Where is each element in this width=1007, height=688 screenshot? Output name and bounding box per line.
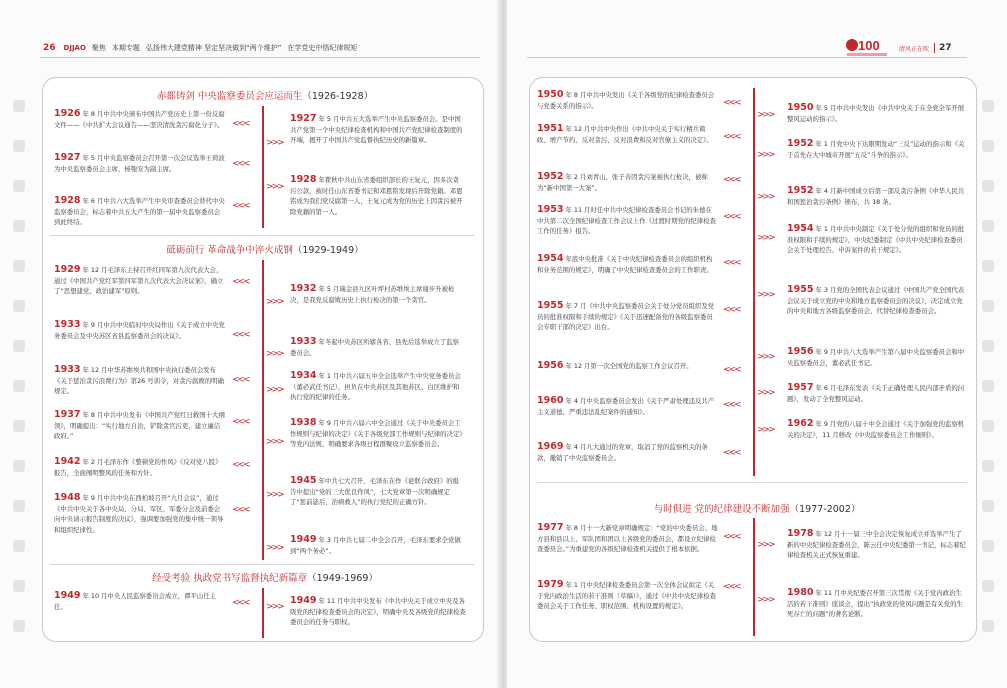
event-1950-b: 1950 年 5 月中共中央发出《中共中央关于在全党全军开展整风运动的指示》。 [787,102,965,123]
event-1938: 1938 年 9 月中共六届六中全会通过《关于中央委员会工作规则与纪律的决定》《关于各级党部工作规则与纪律的决定》等党内法规，明确要求各级日程群聚设立监察委员会。 [290,417,463,448]
section-title-1: 赤都铸剑 中央监察委员会应运而生（1926-1928） [156,91,374,102]
event-1957: 1957 年 6 月毛泽东发表《关于正确处理人民内部矛盾的问题》，发动了全党整风运动。 [787,382,965,403]
event-1933-b: 1933 年 12 月中华苏维埃共和国中央执行委员会发布《关于惩治贪污浪费行为》第26 号训令，对贪污腐败的明确规定。 [54,364,224,395]
binder-holes [13,100,27,640]
left-page: 26 DJJAO 聚焦 本期专题 弘扬伟大建党精神 坚定坚决做到“两个维护” 在学党史中悟纪律规矩 赤都铸剑 中央监察委员会应运而生（1926-1928） <<< >>> <<< >>> <<< 1926 年 8 月中共中央颁布中国共产党历史上第一份反腐文件——《中共扩大会议通告——坚决清洗贪污腐化分子》。 1927 年 5 月中央监察委员会召开第一次会议选举王荷波为中央监察委员会主席、杨匏安为副主席。 1928 年 6 月中共六大选举产生中央审查委员会替代中央监察委员会，标志着中共五大产生的第一届中央监察委员会到此终结。 1927 年 5 月中共五大选举产生中央监察委员会。是中国共产党第一个中央纪律检查机构和中国共产党纪律检查制度的开端，揭开了中国共产党监督执纪历史的新篇章。 1928 年瞿秋中共山东省委组织部长的王复元，因多次贪污公款，被时任山东省委书记和邓恩铭发现后开除党籍。邓恩铭成为我们党反腐第一人，王复元成为党的历史上因贪污被开除党籍的第一人。 砥砺前行 革命战争中淬火成钢（1929-1949） <<< >>> <<< >>> <<< >>> <<< >>> <<< >>> <<< >>> 1929 年 12 月毛泽东主持召开红四军第九次代表大会，通过《中国共产党红军第四军第九次代表大会决议案》，确立了“思想建党、政治建军”原则。 1933 年 9 月中共中央临时中央局作出《关于成立中央党务委员会及中央苏区省县监察委员会的决议》。 1933 年 12 月中华苏维埃共和国中央执行委员会发布《关于惩治贪污浪费行为》第26 号训令，对贪污腐败的明确规定。 1937 年 8 月中共中央发布《中国共产党红日救国十大纲领》，明确提出：“实行地方自治，铲除贪官污吏，建立廉洁政府。” 1942 年 2 月毛泽东作《整顿党的作风》《反对党八股》报告，全面阐明整风的任务和方针。 1948 年 9 月中共中央在西柏坡召开“九月会议”，通过《中共中央关于各中央局、分局、军区、军委分会及前委会向中央请示报告制度的决议》，强调要加强党的集中统一领导和组织纪律性。 1932 年 5 月瑞金县九区叶坪村苏维埃主席谢步升被枪决，是我党反腐败历史上执行枪决的第一个贪官。 1933 年冬起中央苏区所辖各省、县先后选举成立了监察委员会。 1934 年 1 月中共六届五中全会选举产生中央党务委员会（董必武任书记），担负在中央苏区及其他苏区、白区维护和执行党的纪律的任务。 1938 年 9 月中共六届六中全会通过《关于中央委员会工作规则与纪律的决定》《关于各级党部工作规则与纪律的决定》等党内法规，明确要求各级日程群聚设立监察委员会。 1945 年中共七大召开，毛泽东在作《论联合政府》的报告中提出“党的三大优良作风”，七大党章第一次明确规定了“惩前毖后、治病救人”的执行党纪的正确方针。 1949 年 3 月中共七届二中全会召开，毛泽东要求全党做到“两个务必”。 经受考验 执政党书写监督执纪新篇章（1949-1969） <<< >>> 1949 年 10 月中央人民监察委员会成立，谭平山任主任。 1949 年 11 月中共中央发布《中共中央关于成立中央及各级党的纪律检查委员会的决定》，明确中央及各级党的纪律检查委员会的任务与职权。 [0,0,500,688]
event-1979: 1979 年 1 月中央纪律检查委员会第一次全体会议拟定《关于党内政治生活的若干准则（草稿）》，通过《中共中央纪律检查委员会关于工作任务、职权范围、机构设置的规定》。 [537,579,716,610]
event-1952-c: 1952 年 4 月新中国成立后第一部反贪污条例《中华人民共和国惩治贪污条例》颁布，共 18 条。 [787,185,965,206]
event-1928-b: 1928 年瞿秋中共山东省委组织部长的王复元，因多次贪污公款，被时任山东省委书记和邓恩铭发现后开除党籍。邓恩铭成为我们党反腐第一人，王复元成为党的历史上因贪污被开除党籍的第一人。 [290,174,463,216]
right-page-number: 27 [939,43,952,53]
timeline-line-5 [753,518,755,636]
event-1960: 1960 年 4 月中央监察委员会发出《关于严肃处理违反共产主义道德、严重违法乱纪案件的通知》。 [537,395,715,416]
event-1954-a: 1954 年底中央批准《关于中央纪律检查委员会的组织机构和业务范围的规定》，明确了中央纪律检查委员会的工作职责。 [537,253,713,274]
event-1962: 1962 年 9 月党的八届十中全会通过《关于加强党的监察机关的决定》，11 月修改《中央监察委员会工作细则》。 [787,418,965,439]
centenary-logo [845,34,889,58]
event-1978: 1978 年 12 月十一届三中全会决定恢复成立并选举产生了新的中央纪律检查委员会，陈云任中央纪委第一书记，标志着纪律检查机关正式恢复重建。 [787,528,966,559]
event-1932: 1932 年 5 月瑞金县九区叶坪村苏维埃主席谢步升被枪决，是我党反腐败历史上执行枪决的第一个贪官。 [290,283,455,304]
brand-mark: DJJAO [63,44,86,52]
event-1927-b: 1927 年 5 月中共五大选举产生中央监察委员会。是中国共产党第一个中央纪律检查机构和中国共产党纪律检查制度的开端，揭开了中国共产党监督执纪历史的新篇章。 [290,113,463,144]
column-label: 聚焦 [91,44,106,52]
timeline-line-4 [753,88,755,476]
header-rule [40,57,480,58]
timeline-line-3 [262,588,264,638]
event-1933-c: 1933 年冬起中央苏区所辖各省、县先后选举成立了监察委员会。 [290,336,460,357]
event-1949-a: 1949 年 3 月中共七届二中全会召开，毛泽东要求全党做到“两个务必”。 [290,534,461,555]
event-1949-b: 1949 年 10 月中央人民监察委员会成立，谭平山任主任。 [54,590,217,611]
timeline-line-2 [262,260,264,560]
svg-text:100: 100 [858,38,880,53]
event-1927-a: 1927 年 5 月中央监察委员会召开第一次会议选举王荷波为中央监察委员会主席、杨匏安为副主席。 [54,152,225,173]
right-tagline: 清风正在吹 [899,45,930,53]
left-header [43,40,357,56]
right-page: 清风正在吹 27 100 <<< >>> <<< >>> <<< >>> <<< >>> <<< >>> <<< >>> <<< >>> <<< >>> <<< 1950 年 8 月中共中央发出《关于各级党的纪律检查委员会与党委关系的指示》。 1951 年 12 月中共中央作出《中共中央关于实行精兵简政、增产节约、反对贪污、反对浪费和反对官僚主义的决定》。 1952 年 2 月刘青山、张子善因贪污案被执行枪决，被称为“新中国第一大案”。 1953 年 11 月时任中共中央纪律检查委员会书记的朱德在中共第二次全国纪律检查工作会议上作《过渡时期党的纪律检查工作的任务》报告。 1954 年底中央批准《关于中央纪律检查委员会的组织机构和业务范围的规定》，明确了中央纪律检查委员会的工作职责。 1955 年 7 月《中共中央监察委员会关于处分党员组织及党员的批准权限和手续的规定》《关于迅速配备党的各级监察委员会专职干部的决定》出台。 1956 年 12 月第一次全国党的监察工作会议召开。 1960 年 4 月中央监察委员会发出《关于严肃处理违反共产主义道德、严重违法乱纪案件的通知》。 1969 年 4 月九大通过的党章，取消了党的监察机关的条款，撤销了中央监察委员会。 1950 年 5 月中共中央发出《中共中央关于在全党全军开展整风运动的指示》。 1952 年 1 月党中央下达限期发动“三反”运动的指示和《关于首先在大中城市开展“五反”斗争的指示》。 1952 年 4 月新中国成立后第一部反贪污条例《中华人民共和国惩治贪污条例》颁布，共 18 条。 1954 年 1 月中共中央制定《关于处分党的组织和党员的批准权限和手续的规定》，中央纪委制定《中共中央纪律检查委员会关于处理控告、申诉案件的若干规定》。 1955 年 3 月党的全国代表会议通过《中国共产党全国代表会议关于成立党的中央和地方监察委员会的决议》，决定成立党的中央和地方各级监察委员会，代替纪律检查委员会。 1956 年 9 月中共八大选举产生第八届中央监察委员会和中央监察委员会，董必武任书记。 1957 年 6 月毛泽东发表《关于正确处理人民内部矛盾的问题》，发动了全党整风运动。 1962 年 9 月党的八届十中全会通过《关于加强党的监察机关的决定》，11 月修改《中央监察委员会工作细则》。 与时俱进 党的纪律建设不断加强（1977-2002） <<< >>> <<< >>> 1977 年 8 月十一大新党章明确规定：“党的中央委员会、地方县和县以上、军队团和团以上各级党的委员会，都设立纪律检查委员会。”为重建党的各级纪律检查机关提供了根本依据。 1979 年 1 月中央纪律检查委员会第一次全体会议拟定《关于党内政治生活的若干准则（草稿）》，通过《中共中央纪律检查委员会关于工作任务、职权范围、机构设置的规定》。 1978 年 12 月十一届三中全会决定恢复成立并选举产生了新的中央纪律检查委员会，陈云任中央纪委第一书记，标志着纪律检查机关正式恢复重建。 1980 年 11 月中央纪委召开第三次贯彻《关于党内政治生活的若干准则》座谈会，提出“执政党的党风问题是有关党的生死存亡的问题”的著名论断。 [507,0,1007,688]
event-1942: 1942 年 2 月毛泽东作《整顿党的作风》《反对党八股》报告，全面阐明整风的任务和方针。 [54,456,222,477]
event-1955-b: 1955 年 3 月党的全国代表会议通过《中国共产党全国代表会议关于成立党的中央和地方监察委员会的决议》，决定成立党的中央和地方各级监察委员会，代替纪律检查委员会。 [787,284,965,315]
slogan-label: 弘扬伟大建党精神 坚定坚决做到“两个维护” [145,44,282,52]
header-rule-right [527,57,967,58]
topic-label: 在学党史中悟纪律规矩 [287,44,358,52]
event-1949-c: 1949 年 11 月中共中央发布《中共中央关于成立中央及各级党的纪律检查委员会的决定》，明确中央及各级党的纪律检查委员会的任务与职权。 [290,595,466,626]
event-1956-a: 1956 年 12 月第一次全国党的监察工作会议召开。 [537,360,693,371]
event-1934: 1934 年 1 月中共六届五中全会选举产生中央党务委员会（董必武任书记），担负在中央苏区及其他苏区、白区维护和执行党的纪律的任务。 [290,370,461,401]
right-header [899,40,952,56]
event-1977: 1977 年 8 月十一大新党章明确规定：“党的中央委员会、地方县和县以上、军队团和团以上各级党的委员会，都设立纪律检查委员会。”为重建党的各级纪律检查机关提供了根本依据。 [537,522,718,553]
event-1954-b: 1954 年 1 月中共中央制定《关于处分党的组织和党员的批准权限和手续的规定》，中央纪委制定《中共中央纪律检查委员会关于处理控告、申诉案件的若干规定》。 [787,223,965,254]
event-1951: 1951 年 12 月中共中央作出《中共中央关于实行精兵简政、增产节约、反对贪污、反对浪费和反对官僚主义的决定》。 [537,123,713,144]
event-1952-a: 1952 年 2 月刘青山、张子善因贪污案被执行枪决，被称为“新中国第一大案”。 [537,171,708,192]
section-title-3: 经受考验 执政党书写监督执纪新篇章（1949-1969） [152,573,378,584]
event-1926: 1926 年 8 月中共中央颁布中国共产党历史上第一份反腐文件——《中共扩大会议通告——坚决清洗贪污腐化分子》。 [54,108,225,129]
event-1950-a: 1950 年 8 月中共中央发出《关于各级党的纪律检查委员会与党委关系的指示》。 [537,89,715,110]
event-1952-b: 1952 年 1 月党中央下达限期发动“三反”运动的指示和《关于首先在大中城市开展“五反”斗争的指示》。 [787,138,965,159]
sub-label: 本期专题 [111,44,140,52]
event-1929: 1929 年 12 月毛泽东主持召开红四军第九次代表大会，通过《中国共产党红军第四军第九次代表大会决议案》，确立了“思想建党、政治建军”原则。 [54,264,224,295]
event-1928-a: 1928 年 6 月中共六大选举产生中央审查委员会替代中央监察委员会，标志着中共五大产生的第一届中央监察委员会到此终结。 [54,195,225,226]
event-1937: 1937 年 8 月中共中央发布《中国共产党红日救国十大纲领》，明确提出：“实行地方自治，铲除贪官污吏，建立廉洁政府。” [54,409,225,440]
timeline-line-1 [262,106,264,228]
event-1955-a: 1955 年 7 月《中共中央监察委员会关于处分党员组织及党员的批准权限和手续的规定》《关于迅速配备党的各级监察委员会专职干部的决定》出台。 [537,300,715,331]
event-1933-a: 1933 年 9 月中共中央临时中央局作出《关于成立中央党务委员会及中央苏区省县监察委员会的决议》。 [54,319,225,340]
section-title-2: 砥砺前行 革命战争中淬火成钢（1929-1949） [166,245,364,256]
event-1948: 1948 年 9 月中共中央在西柏坡召开“九月会议”，通过《中共中央关于各中央局、分局、军区、军委分会及前委会向中央请示报告制度的决议》，强调要加强党的集中统一领导和组织纪律性。 [54,492,224,534]
event-1953: 1953 年 11 月时任中共中央纪律检查委员会书记的朱德在中共第二次全国纪律检查工作会议上作《过渡时期党的纪律检查工作的任务》报告。 [537,204,716,235]
event-1969: 1969 年 4 月九大通过的党章，取消了党的监察机关的条款，撤销了中央监察委员会。 [537,441,708,462]
event-1956-b: 1956 年 9 月中共八大选举产生第八届中央监察委员会和中央监察委员会，董必武任书记。 [787,346,965,367]
event-1980: 1980 年 11 月中央纪委召开第三次贯彻《关于党内政治生活的若干准则》座谈会，提出“执政党的党风问题是有关党的生死存亡的问题”的著名论断。 [787,587,963,618]
page-number: 26 [43,43,56,53]
event-1945: 1945 年中共七大召开，毛泽东在作《论联合政府》的报告中提出“党的三大优良作风”，七大党章第一次明确规定了“惩前毖后、治病救人”的执行党纪的正确方针。 [290,475,460,506]
section-title-4: 与时俱进 党的纪律建设不断加强（1977-2002） [653,504,861,515]
binder-holes-right [982,100,996,640]
